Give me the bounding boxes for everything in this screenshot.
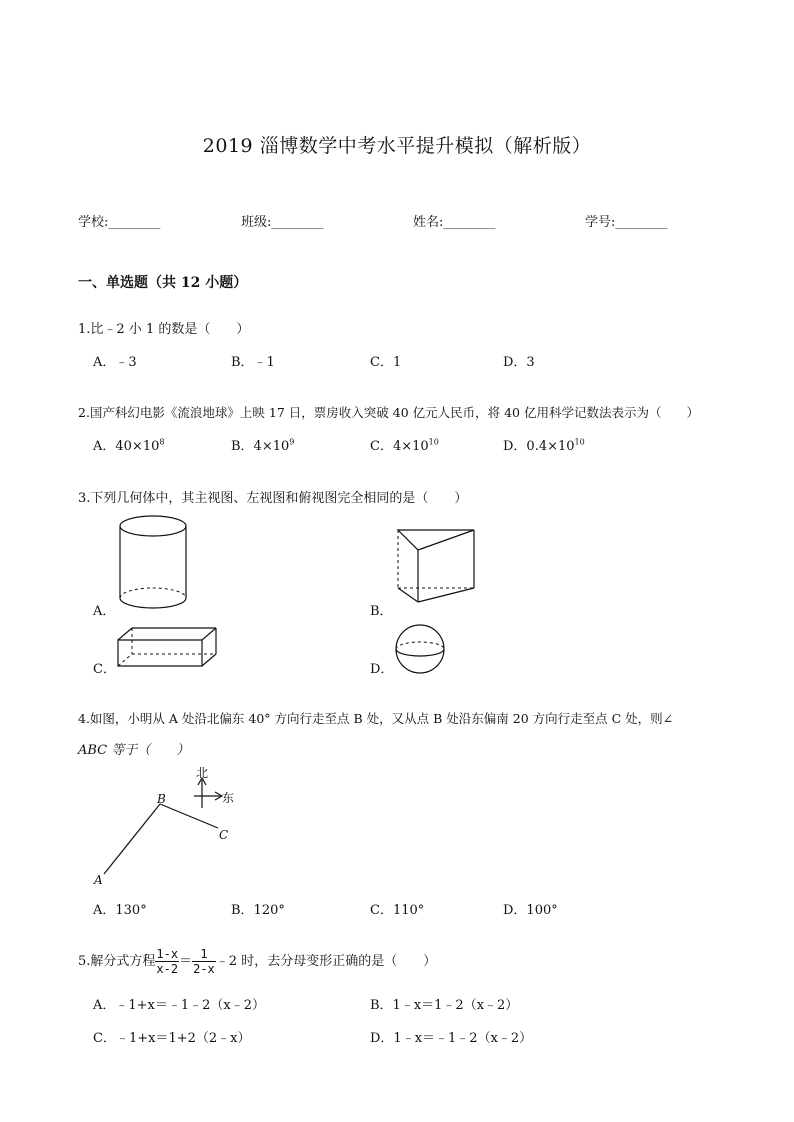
q4-stem-line2: ABC 等于（ ） [78,743,190,758]
q1-option-c: C．1 [370,355,402,370]
number-field: 学号:________ [585,215,668,230]
class-field: 班级:________ [241,215,324,230]
point-b-label: B [157,792,166,806]
q3-stem: 3.下列几何体中，其主视图、左视图和俯视图完全相同的是（ ） [78,491,468,506]
q2-option-c: C．$4\times 10^{10}$ [370,437,439,454]
q5-option-a: A．﹣1+x＝﹣1﹣2（x﹣2） [93,998,266,1013]
q5-option-c: C．﹣1+x＝1+2（2﹣x） [93,1031,251,1046]
q3-option-b: B． [370,604,393,619]
q4-option-c: C．110° [370,903,425,918]
point-a-label: A [94,873,103,887]
q2-option-a: A．$40\times 10^8$ [93,437,165,454]
q3-option-c: C． [93,662,116,677]
q1-option-d: D．3 [503,355,535,370]
point-c-label: C [219,828,229,842]
q1-option-b: B．﹣1 [231,355,275,370]
q4-option-b: B．120° [231,903,285,918]
q5-stem: 5.解分式方程 $\frac{1-x}{x-2}$ ＝ $\frac{1}{2-x}$ ﹣2 时，去分母变形正确的是（ ） [78,947,437,976]
q2-stem: 2.国产科幻电影《流浪地球》上映 17 日，票房收入突破 40 亿元人民币，将 40 亿用科学记数法表示为（ ） [78,405,699,420]
q4-option-a: A．130° [93,903,147,918]
q4-option-d: D．100° [503,903,558,918]
name-field: 姓名:________ [413,215,496,230]
q1-stem: 1.比﹣2 小 1 的数是（ ） [78,322,250,337]
q3-option-d: D． [370,662,394,677]
east-label: 东 [222,791,235,805]
sphere-figure [394,624,446,674]
q1-option-a: A．﹣3 [93,355,137,370]
q2-option-d: D．$0.4\times 10^{10}$ [503,437,585,454]
cuboid-figure [116,626,218,668]
q4-stem-line1: 4.如图，小明从 A 处沿北偏东 40° 方向行走至点 B 处，又从点 B 处沿东偏南 20 方向行走至点 C 处，则∠ [78,711,674,726]
triangular-prism-figure [396,528,478,604]
q2-option-b: B．$4\times 10^9$ [231,437,295,454]
school-field: 学校:________ [78,215,161,230]
fraction-2: $\frac{1}{2-x}$ [193,947,215,976]
q3-option-a: A． [93,604,116,619]
q5-option-d: D．1﹣x＝﹣1﹣2（x﹣2） [370,1031,533,1046]
page-title: 2019 淄博数学中考水平提升模拟（解析版） [202,135,592,157]
direction-figure [90,762,250,890]
cylinder-figure [118,514,190,610]
q5-option-b: B．1﹣x＝1﹣2（x﹣2） [370,998,519,1013]
fraction-1: $\frac{1-x}{x-2}$ [156,947,179,976]
north-label: 北 [196,766,209,780]
section-heading: 一、单选题（共 12 小题） [78,275,248,291]
